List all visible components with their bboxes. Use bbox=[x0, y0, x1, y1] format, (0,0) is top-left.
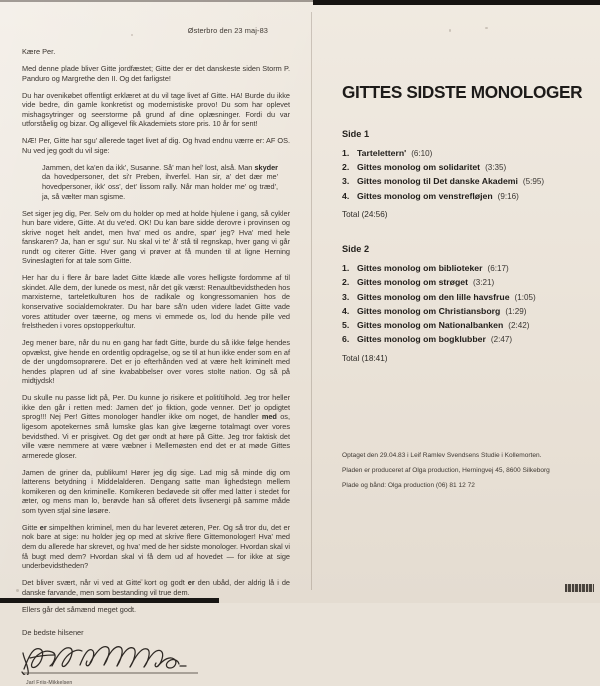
track-number: 6. bbox=[342, 334, 350, 345]
track-duration: (1:05) bbox=[514, 292, 536, 302]
side-1-total: Total (24:56) bbox=[342, 210, 388, 220]
track-duration: (9:16) bbox=[497, 191, 519, 201]
handwritten-signature bbox=[20, 639, 230, 675]
album-liner-panel bbox=[342, 82, 590, 363]
letter-paragraph: Gitte er simpelthen kriminel, men du har leveret æteren, Per. Og så tror du, det er nok bare at sige: nu holder jeg op med at skrive flere Gittemonologer! Hva' med dem du allerede har skrevet, og hva' med de her sidste monologer. Hvordan skal vi få bugt med dem? Hvordan skal vi få dem ud af hovedet — for ikke at sige underbevidstheden? bbox=[22, 522, 290, 571]
track-number: 1. bbox=[342, 263, 350, 274]
track-title: Gittes monolog om strøget bbox=[357, 277, 469, 288]
paper-speck bbox=[16, 589, 19, 592]
track-number: 5. bbox=[342, 319, 350, 330]
track-duration: (1:29) bbox=[505, 306, 527, 316]
track-item bbox=[342, 191, 590, 203]
track-item bbox=[342, 334, 590, 346]
track-title: Gittes monolog om den lille havsfrue bbox=[357, 291, 510, 302]
track-title: Gittes monolog til Det danske Akademi bbox=[357, 176, 518, 187]
signature-printed-name: Jarl Friis-Mikkelsen bbox=[26, 680, 73, 686]
letter-paragraph: Jamen de griner da, publikum! Hører jeg dig sige. Lad mig så minde dig om latterens betydning i Middelalderen. Dengang satte man lighedstegn mellem komikeren og den kriminelle. Komikeren bedøvede sit offer med latter i stedet for æter, og mens man lo, berøvde han så offeret dets livsenergi på samme måde som tyven stjal sine løsøre. bbox=[22, 467, 290, 515]
letter-paragraph: Du har ovenikøbet offentligt erklæret at du vil tage livet af Gitte. HA! Burde du ikke vide bedre, din gamle konkretist og modernistiske provo! Du som har oplevet mishagsytringer og seerstorme på grund af dine oplæsninger. Fordi du var utforståelig og bizar. Og alligevel fik Akademiets store pris. 10 år for sent! bbox=[22, 90, 290, 129]
production-credits bbox=[342, 452, 582, 497]
track-title: Gittes monolog om biblioteker bbox=[357, 263, 483, 274]
track-title: Gittes monolog om bogklubber bbox=[357, 334, 486, 345]
track-number: 4. bbox=[342, 190, 350, 201]
album-title: GITTES SIDSTE MONOLOGER bbox=[342, 82, 583, 102]
track-duration: (6:10) bbox=[411, 149, 433, 158]
side-2-tracklist bbox=[342, 263, 590, 346]
letter-paragraph: NÆ! Per, Gitte har sgu' allerede taget livet af dig. Og hvad endnu værre er: AF OS. Nu ved jeg godt du vil sige: bbox=[22, 136, 290, 155]
credit-line: Pladen er produceret af Olga production, Herningvej 45, 8600 Silkeborg bbox=[342, 467, 550, 475]
track-item bbox=[342, 148, 590, 160]
letter-date: Østerbro den 23 maj-83 bbox=[187, 26, 268, 35]
sleeve-fold-line bbox=[311, 12, 312, 590]
side-2-block bbox=[342, 244, 590, 363]
track-item bbox=[342, 320, 590, 332]
track-number: 3. bbox=[342, 291, 350, 302]
paper-speck bbox=[485, 27, 488, 29]
liner-notes-letter bbox=[22, 26, 290, 686]
track-title: Gittes monolog om solidaritet bbox=[357, 162, 481, 173]
letter-paragraph: Med denne plade bliver Gitte jordfæstet; Gitte der er det danskeste siden Storm P. Panduro og Margrethe den II. Og det farligste! bbox=[22, 64, 290, 83]
side-1-tracklist bbox=[342, 148, 590, 202]
letter-paragraph: Det bliver svært, når vi ved at Gitte kort og godt er den ubåd, der aldrig lå i de danske farvande, men som bestanding vil true dem. bbox=[22, 578, 290, 597]
credit-line: Optaget den 29.04.83 i Leif Ramlev Svendsens Studie i Kollemorten. bbox=[342, 452, 542, 459]
track-number: 3. bbox=[342, 176, 350, 187]
letter-body bbox=[22, 64, 290, 614]
track-duration: (3:35) bbox=[485, 163, 507, 173]
track-duration: (5:95) bbox=[522, 177, 545, 187]
track-item bbox=[342, 176, 590, 188]
track-duration: (6:17) bbox=[487, 264, 509, 274]
track-duration: (2:42) bbox=[508, 320, 530, 330]
side-1-heading: Side 1 bbox=[342, 129, 370, 139]
side-1-block bbox=[342, 129, 590, 219]
track-item bbox=[342, 292, 590, 304]
side-2-heading: Side 2 bbox=[342, 244, 370, 255]
track-number: 2. bbox=[342, 162, 350, 173]
letter-paragraph: Her har du i flere år bare ladet Gitte klæde alle vores helligste fordomme af til skindet. Alle dem, der lunede os mest, når det gik værst: Renaultbevidstheden hos marxisterne, tarteletkulturen hos de radikale og kongressomanien hos de konservative socialdemokrater. Du har bare så'n uden videre ladet Gitte vade vores attituder over tæerne, og mens vi emmede os, lod du hende pille ved frelstheden i vores opstopperkultur. bbox=[22, 273, 290, 331]
track-duration: (3:21) bbox=[473, 278, 495, 288]
track-number: 4. bbox=[342, 305, 350, 316]
letter-paragraph: Jeg mener bare, når du nu en gang har født Gitte, burde du så ikke følge hendes opvækst, give hende en ordentlig opdragelse, og se til at hun ikke ender som en af de der ungdomsoprørere. Det er jo efterhånden ved at være helt kriminelt med hendes plapren ud af sine kvababbelser over vores stolte nation. Og så på midtjydsk! bbox=[22, 338, 290, 386]
track-item bbox=[342, 263, 590, 275]
paper-speck bbox=[449, 29, 451, 32]
side-2-total: Total (18:41) bbox=[342, 353, 388, 363]
track-number: 1. bbox=[342, 148, 350, 158]
letter-closing: De bedste hilsener bbox=[22, 628, 84, 638]
track-item bbox=[342, 306, 590, 318]
track-item bbox=[342, 162, 590, 174]
letter-paragraph: Ellers går det såmænd meget godt. bbox=[22, 604, 137, 614]
letter-paragraph: Jammen, det ka'en da ikk', Susanne. Så' man hel' lost, alså. Man skyder da hovedpersoner, det si'r Preben, ihverfel. Han sir, a' det dær me' hovedpersoner, ikk' oss', det' lissom rally. Når man holder me' og træd', ja, så vælter man sgisme. bbox=[42, 162, 278, 201]
letter-salutation: Kære Per. bbox=[22, 47, 56, 56]
track-item bbox=[342, 277, 590, 289]
credit-line: Plade og bånd: Olga production (06) 81 12 72 bbox=[342, 482, 475, 490]
corner-print-mark bbox=[565, 584, 594, 592]
track-title: Tartelettern' bbox=[357, 148, 407, 158]
track-title: Gittes monolog om Nationalbanken bbox=[357, 319, 504, 330]
track-number: 2. bbox=[342, 277, 350, 288]
track-title: Gittes monolog om Christiansborg bbox=[357, 305, 501, 316]
letter-paragraph: Du skulle nu passe lidt på, Per. Du kunne jo risikere et politítilhold. Jeg tror heller ikke den går i retten med: Jamen det' jo fiktion, gode venner. Det' jo opdigtet sprog!!! Nej Per! Gittes monologer handler ikke om noget, de handler med os, ligesom apotekernes små lumske glas kan give lægerne totalmagt over vores bevidsthed. Vi er prisgivet. Og det gør ondt at høre på Gitte. Jeg tror faktisk det ville være nemmere at være væbner i Mellemøsten end det er at møde Gittes armerede gloser. bbox=[22, 393, 290, 460]
track-title: Gittes monolog om venstrefløjen bbox=[357, 190, 493, 201]
track-duration: (2:47) bbox=[490, 335, 513, 345]
top-edge-dark-band bbox=[313, 0, 600, 5]
top-edge-shadow bbox=[0, 0, 313, 2]
letter-paragraph: Set siger jeg dig, Per. Selv om du holder op med at holde hjulene i gang, så cykler hun bare videre, Gitte. At du ve'ed. OK! Du kan bare sidde derovre i provinsen og skrive noget helt andet, men hva' med os andre, spør' jeg? Hva' med hele fanskaren? Ja, han er sgu' sur. Nu skal vi te' å' stå til regnskap, hver gang vi går rundt og citerer Gitte. Hver gang vi prøver at få munden til at ligne Herning Svineslagteri for at tale som Gitte. bbox=[22, 208, 290, 266]
